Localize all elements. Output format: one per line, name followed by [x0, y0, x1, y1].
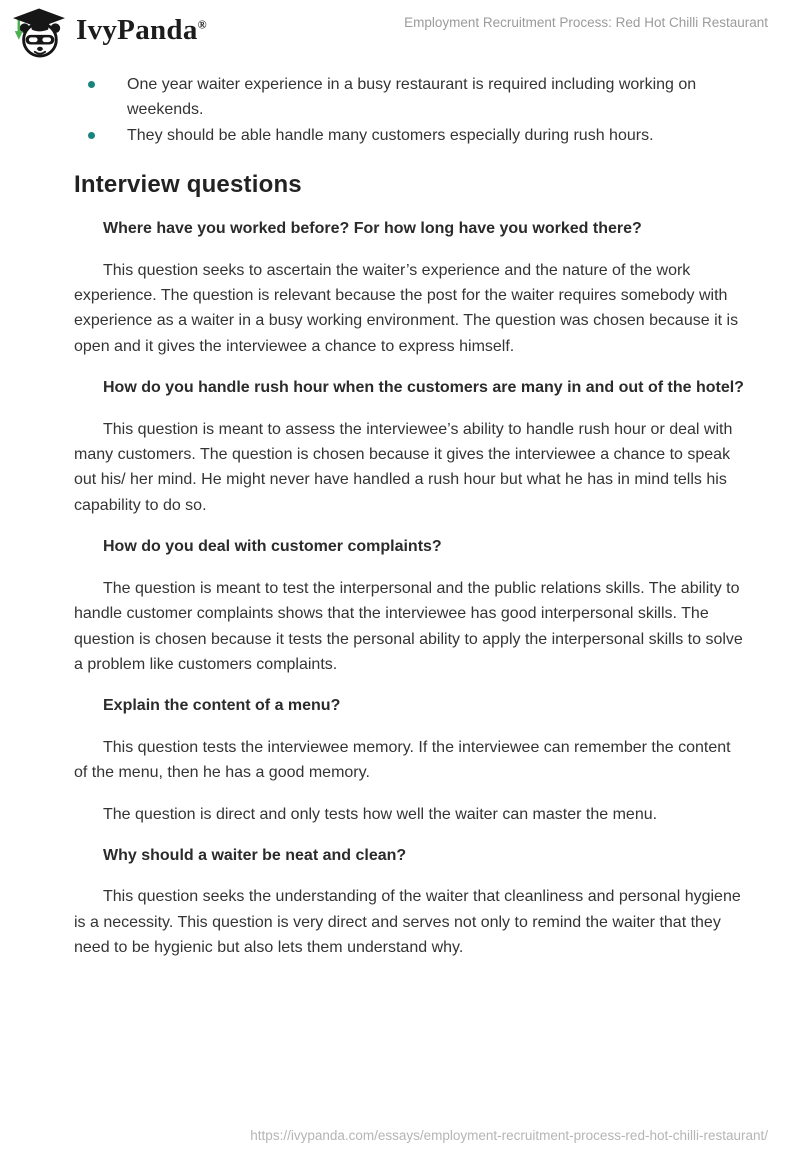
interview-question: How do you handle rush hour when the customers are many in and out of the hotel? [103, 379, 744, 397]
ivypanda-logo [12, 8, 207, 58]
paragraph: This question seeks to ascertain the waiter’s experience and the nature of the work experience. The question is relevant because the post for the waiter requires somebody with experience as a waiter in a busy working environment. The question was chosen because it is open and it gives the interviewee a chance to express himself. [74, 261, 739, 355]
section-heading: Interview questions [74, 171, 302, 199]
panda-graduate-icon [12, 8, 66, 58]
logo-wordmark: IvyPanda® [76, 14, 207, 46]
list-item: They should be able handle many customers especially during rush hours. [74, 123, 746, 148]
document-body [74, 66, 746, 961]
interview-question: Where have you worked before? For how long have you worked there? [103, 220, 642, 238]
interview-question: Explain the content of a menu? [103, 697, 341, 715]
running-title: Employment Recruitment Process: Red Hot Chilli Restaurant [404, 15, 768, 30]
interview-question: Why should a waiter be neat and clean? [103, 846, 407, 864]
paragraph: This question seeks the understanding of the waiter that cleanliness and personal hygiene is a necessity. This question is very direct and serves not only to remind the waiter that they need to be hygienic but also lets them understand why. [74, 888, 741, 957]
paragraph: The question is direct and only tests how well the waiter can master the menu. [103, 805, 658, 823]
paragraph: The question is meant to test the interpersonal and the public relations skills. The ability to handle customer complaints shows that the interviewee has good interpersonal skills. The question is chosen because it tests the personal ability to apply the interpersonal skills to solve a problem like customers complaints. [74, 579, 743, 673]
source-url: https://ivypanda.com/essays/employment-recruitment-process-red-hot-chilli-restaurant/ [250, 1128, 768, 1143]
paragraph: This question tests the interviewee memory. If the interviewee can remember the content of the menu, then he has a good memory. [74, 738, 731, 782]
registered-mark: ® [197, 17, 207, 32]
list-item: One year waiter experience in a busy restaurant is required including working on weekends. [74, 72, 746, 123]
requirements-list [74, 72, 746, 148]
page-header [0, 0, 800, 58]
paragraph: This question is meant to assess the interviewee’s ability to handle rush hour or deal with many customers. The question is chosen because it gives the interviewee a chance to speak out his/ her mind. He might never have handled a rush hour but what he has in mind tells his capability to do so. [74, 420, 733, 514]
interview-question: How do you deal with customer complaints? [103, 538, 442, 556]
